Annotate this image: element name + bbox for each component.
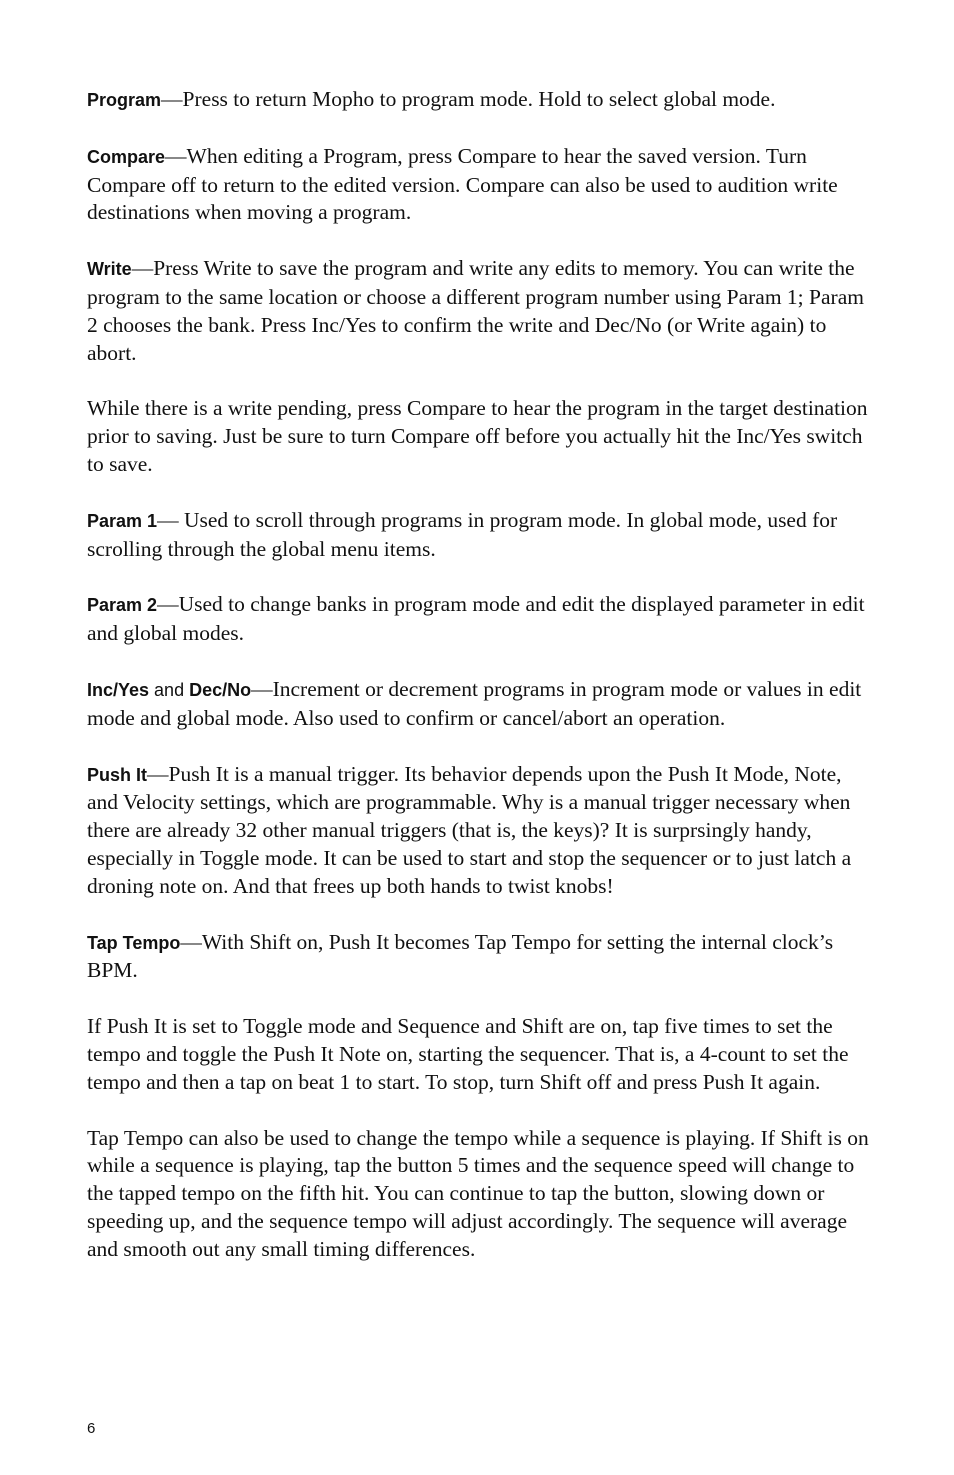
page-number: 6 xyxy=(87,1420,96,1437)
desc-inc-dec: —Increment or decrement programs in program mode or values in edit mode and global mode. Also used to confirm or cancel/abort an operation. xyxy=(87,676,862,730)
term-joiner: and xyxy=(149,679,190,700)
term-dec-no: Dec/No xyxy=(189,679,252,700)
paragraph-tempo-change xyxy=(87,1125,877,1264)
paragraph-inc-dec xyxy=(87,676,877,733)
paragraph-write-pending xyxy=(87,395,877,478)
desc-param2: —Used to change banks in program mode and edit the displayed parameter in edit and global modes. xyxy=(87,592,865,646)
paragraph-toggle-mode xyxy=(87,1013,877,1096)
desc-tap-tempo: —With Shift on, Push It becomes Tap Tempo for setting the internal clock’s BPM. xyxy=(87,929,834,983)
paragraph-push-it xyxy=(87,761,877,901)
term-param1: Param 1 xyxy=(87,510,158,531)
term-push-it: Push It xyxy=(87,764,148,785)
paragraph-write xyxy=(87,255,877,367)
desc-write: —Press Write to save the program and write any edits to memory. You can write the program to the same location or choose a different program number using Param 1; Param 2 chooses the bank. Press Inc/Yes to confirm the write and Dec/No (or Write again) to abort. xyxy=(87,256,864,365)
desc-toggle-mode: If Push It is set to Toggle mode and Sequence and Shift are on, tap five times to set the tempo and toggle the Push It Note on, starting the sequencer. That is, a 4-count to set the tempo and then a tap on beat 1 to start. To stop, turn Shift off and press Push It again. xyxy=(87,1014,849,1094)
desc-push-it: —Push It is a manual trigger. Its behavior depends upon the Push It Mode, Note, and Velocity settings, which are programmable. Why is a manual trigger necessary when there are already 32 other manual triggers (that is, the keys)? It is surprsingly handy, especially in Toggle mode. It can be used to start and stop the sequencer or to just latch a droning note on. And that frees up both hands to twist knobs! xyxy=(87,761,852,898)
term-write: Write xyxy=(87,259,132,280)
manual-page-body xyxy=(87,86,877,1292)
desc-tempo-change: Tap Tempo can also be used to change the tempo while a sequence is playing. If Shift is on while a sequence is playing, tap the button 5 times and the sequence speed will change to the tapped tempo on the fifth hit. You can continue to tap the button, slowing down or speeding up, and the sequence tempo will adjust accordingly. The sequence will average and smooth out any small timing differences. xyxy=(87,1125,869,1261)
desc-program: —Press to return Mopho to program mode. Hold to select global mode. xyxy=(161,87,776,111)
paragraph-param2 xyxy=(87,591,877,648)
paragraph-tap-tempo xyxy=(87,929,877,986)
desc-write-pending: While there is a write pending, press Compare to hear the program in the target destination prior to saving. Just be sure to turn Compare off before you actually hit the Inc/Yes switch to save. xyxy=(87,396,868,476)
term-param2: Param 2 xyxy=(87,595,158,616)
desc-compare: —When editing a Program, press Compare to hear the saved version. Turn Compare off to return to the edited version. Compare can also be used to audition write destinations when moving a program. xyxy=(87,143,838,225)
term-program: Program xyxy=(87,90,162,110)
term-tap-tempo: Tap Tempo xyxy=(87,932,181,953)
desc-param1: — Used to scroll through programs in program mode. In global mode, used for scrolling through the global menu items. xyxy=(87,507,838,561)
paragraph-compare xyxy=(87,143,877,227)
term-inc-yes: Inc/Yes xyxy=(87,679,150,700)
paragraph-param1 xyxy=(87,507,877,564)
term-compare: Compare xyxy=(87,146,166,167)
paragraph-program xyxy=(87,86,877,115)
